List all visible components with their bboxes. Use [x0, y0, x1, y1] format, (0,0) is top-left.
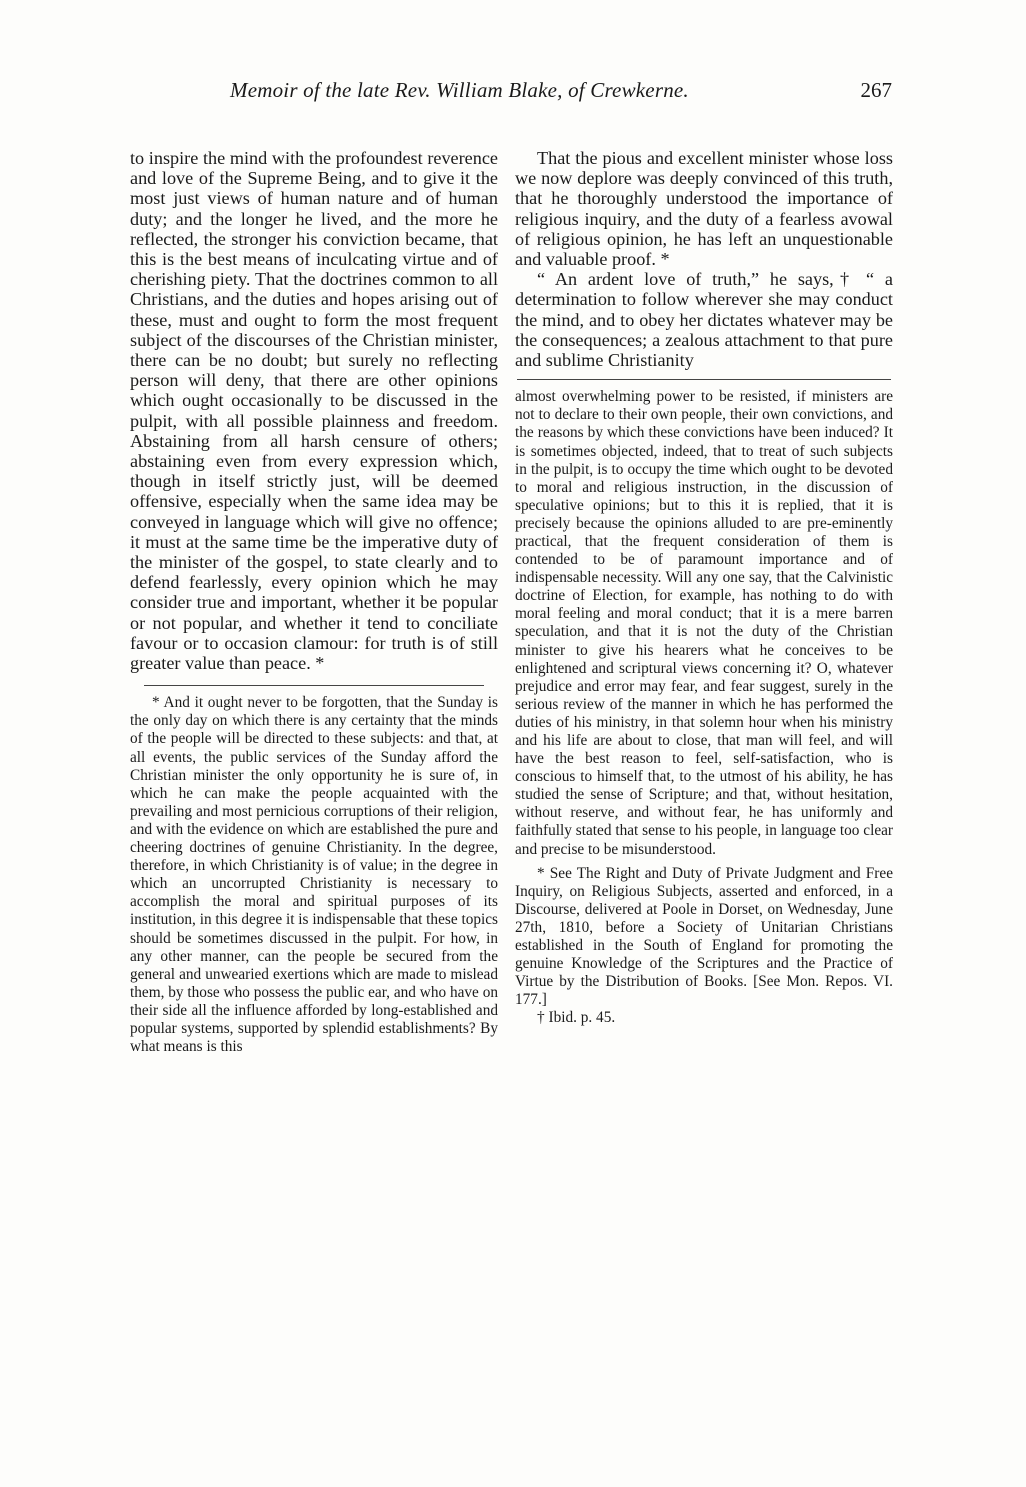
footnote-divider — [144, 685, 484, 686]
footnote-star: * See The Right and Duty of Private Judgment and Free Inquiry, on Religious Subjects, asserted and enforced, in a Discourse, delivered at Poole in Dorset, on Wednesday, June 27th, 1810, before a Society of Unitarian Christians established in the South of England for promoting the genuine Knowledge of the Scriptures and the Practice of Virtue by the Distribution of Books. [See Mon. Repos. VI. 177.] — [515, 864, 893, 1009]
running-title: Memoir of the late Rev. William Blake, of Crewkerne. — [230, 78, 689, 102]
footnote-divider — [517, 379, 891, 380]
footnote-text: * And it ought never to be forgotten, that the Sunday is the only day on which there is any certainty that the minds of the people will be directed to these subjects: and that, at all events, the public services of the Sunday afford the Christian minister the only opportunity he is sure of, in which he can make the people acquainted with the prevailing and most pernicious corruptions of their religion, and with the evidence on which are established the pure and cheering doctrines of genuine Christianity. In the degree, therefore, in which Christianity is of value; in the degree in which an uncorrupted Christianity is necessary to accomplish the moral and spiritual purposes of its institution, in this degree it is indispensable that these topics should be sometimes discussed in the pulpit. For how, in any other manner, can the people be secured from the general and unwearied exertions which are made to mislead them, by those who possess the public ear, and who have on their side all the influence afforded by long-established and popular systems, supported by splendid establishments? By what means is this — [130, 694, 498, 1056]
page-number: 267 — [860, 78, 892, 102]
body-paragraph: to inspire the mind with the profoundest reverence and love of the Supreme Being, and to give it the most just views of human nature and of human duty; and the longer he lived, and the more he reflected, the stronger his conviction became, that this is the best means of inculcating virtue and of cherishing piety. That the doctrines common to all Christians, and the duties and hopes arising out of these, must and ought to form the most frequent subject of the discourses of the Christian minister, there can be no doubt; but surely no reflecting person will deny, that there are other opinions which ought occasionally to be discussed in the pulpit, with all possible plainness and freedom. Abstaining from all harsh censure of others; abstaining even from every expression which, though in itself strictly just, will be deemed offensive, especially when the same idea may be conveyed in language which will give no offence; it must at the same time be the imperative duty of the minister of the gospel, to state clearly and to defend fearlessly, every opinion which he may consider true and important, whether it be popular or not popular, and whether it tend to conciliate favour or to occasion clamour: for truth is of still greater value than peace. * — [130, 148, 498, 674]
footnote-continued: almost overwhelming power to be resisted, if ministers are not to declare to their own people, their own convictions, and the reasons by which these convictions have been induced? It is sometimes objected, indeed, that to treat of such subjects in the pulpit, is to occupy the time which ought to be devoted to moral and religious instruction, in the discussion of speculative opinions; but to this it is replied, that it is precisely because the opinions alluded to are pre-eminently practical, that the frequent consideration of them is contended to be of paramount importance and of indispensable necessity. Will any one say, that the Calvinistic doctrine of Election, for example, has nothing to do with moral feeling and moral conduct; that it is a mere barren speculation, and that it is not the duty of the Christian minister to give his hearers what he conceives to be enlightened and scriptural views concerning it? O, whatever prejudice and error may fear, and fear suggest, surely in the serious review of the manner in which he has performed the duties of his ministry, in that solemn hour when his ministry and his life are about to close, that man will feel, and will have the best reason to feel, self-satisfaction, who is conscious to himself that, to the utmost of his ability, he has studied the sense of Scripture; and that, without hesitation, without reserve, and without fear, he has uniformly and faithfully stated that sense to his people, in language too clear and precise to be misunderstood. — [515, 388, 893, 858]
left-column — [130, 148, 498, 1056]
footnote-dagger: † Ibid. p. 45. — [537, 1009, 616, 1027]
right-column — [515, 148, 893, 1028]
quotation-paragraph: “ An ardent love of truth,” he says,† “ a determination to follow wherever she may conduct the mind, and to obey her dictates whatever may be the consequences; a zealous attachment to that pure and sublime Christianity — [515, 269, 893, 371]
running-header — [130, 78, 892, 108]
body-paragraph: That the pious and excellent minister whose loss we now deplore was deeply convinced of this truth, that he thoroughly understood the importance of religious inquiry, and the duty of a fearless avowal of religious opinion, he has left an unquestionable and valuable proof. * — [515, 148, 893, 270]
